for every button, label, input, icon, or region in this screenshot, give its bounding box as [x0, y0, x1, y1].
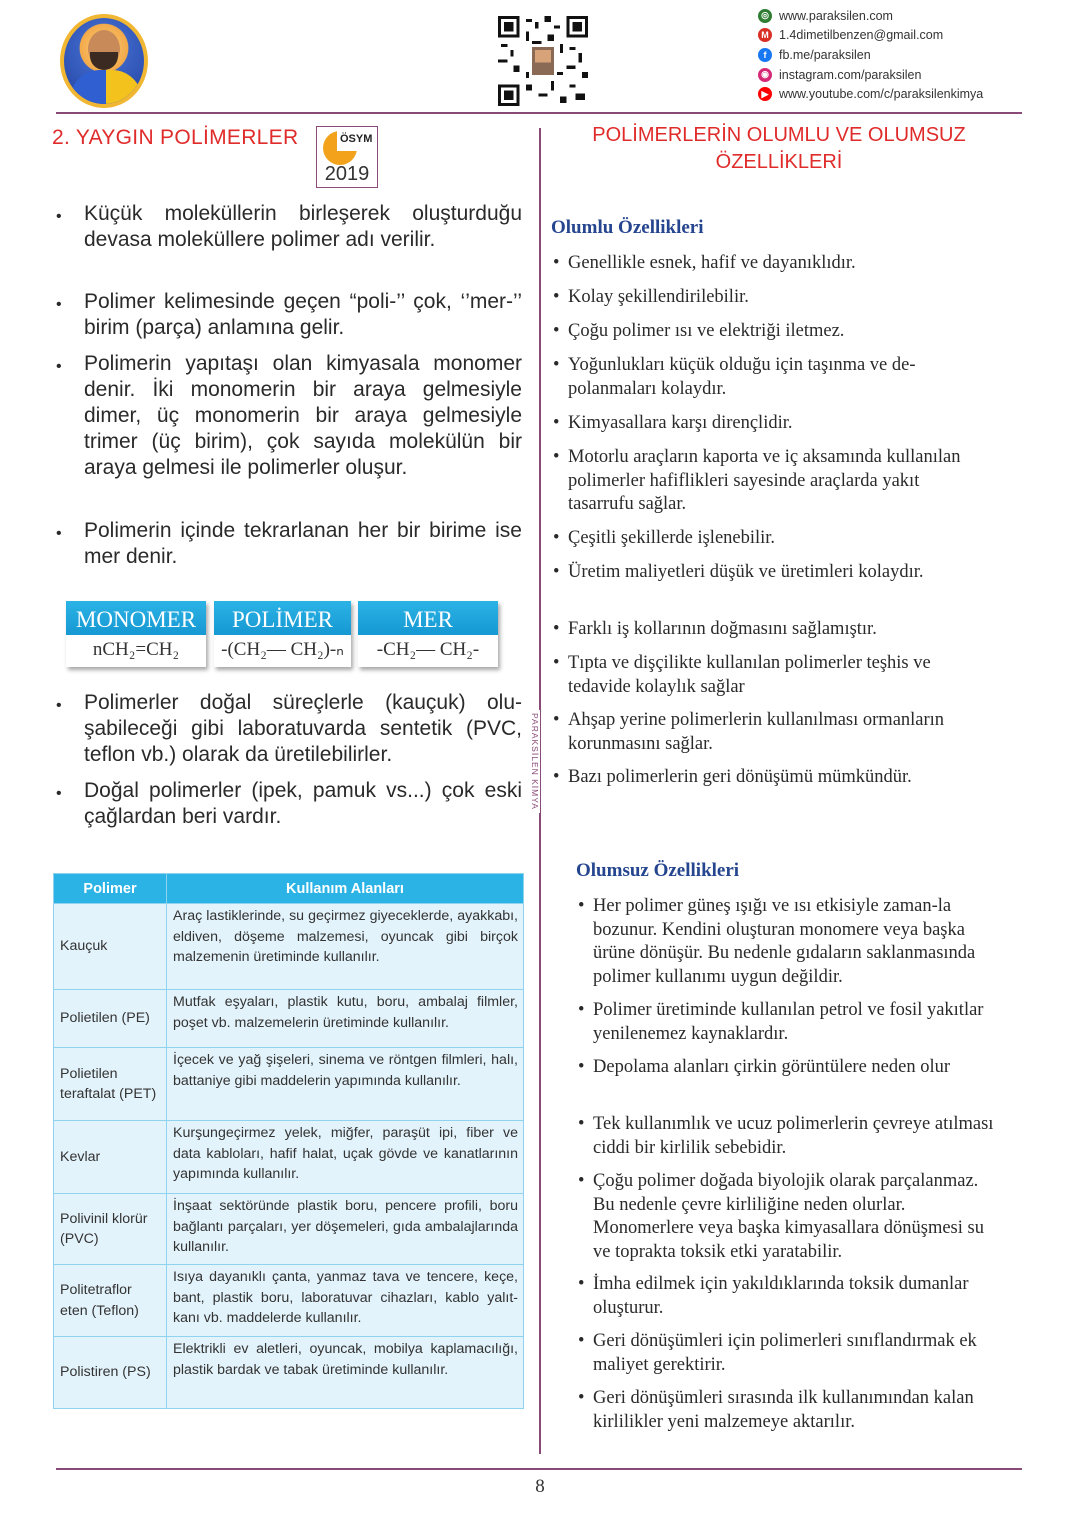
facebook-icon: f — [758, 48, 772, 62]
list-item: • İmha edilmek için yakıldıklarında toksik dumanlar oluşturur. — [578, 1273, 1000, 1320]
list-item-text: Çoğu polimer ısı ve elektriği iletmez. — [568, 321, 845, 341]
polymer-title: POLİMER — [214, 601, 351, 635]
bullet-text: Doğal polimerler (ipek, pamuk vs...) çok eski çağlardan beri vardır. — [84, 779, 522, 828]
osym-year: 2019 — [324, 163, 370, 185]
bullet-text: Polimerin içinde tekrarlanan her bir birime ise mer denir. — [84, 519, 522, 568]
section-title: 2. YAYGIN POLİMERLER — [52, 126, 299, 149]
polymer-usage: İçecek ve yağ şişeleri, sinema ve röntgen filmleri, halı, battaniye gibi maddelerin yapımında kullanılır. — [167, 1048, 524, 1121]
header-rule — [56, 112, 1022, 114]
divider-label — [525, 710, 555, 830]
polymer-name: Polietilen teraftalat (PET) — [54, 1048, 167, 1121]
monomer-formula: nCH₂=CH₂ — [92, 639, 180, 660]
negative-heading: Olumsuz Özellikleri — [576, 860, 740, 881]
youtube-icon: ▶ — [758, 87, 772, 101]
list-item: • Her polimer güneş ışığı ve ısı etkisiyle zaman-la bozunur. Kendini oluşturan monomere veya başka ürüne dönüşür. Bu nedenle gıdaların saklanmasında polimer kullanımı uygun değildir. — [578, 895, 1000, 989]
contact-item[interactable] — [758, 84, 1058, 104]
column-header-usage: Kullanım Alanları — [167, 874, 524, 904]
right-title — [556, 122, 1002, 176]
page-number: 8 — [535, 1476, 545, 1497]
list-item: • Tıpta ve dişçilikte kullanılan polimerler teşhis ve tedavide kolaylık sağlar — [553, 652, 965, 699]
bullet-item: • Polimerin yapıtaşı olan kimyasala monomer denir. İki monomerin bir araya gelmesiyle dimer, üç monomerin bir araya gelmesiyle trimer (üç birim), çok sayıda molekülün bir araya gelmesi ile polimerler oluşur. — [56, 352, 522, 479]
polymer-formula: -(CH₂— CH₂)-ₙ — [221, 639, 344, 660]
table-row — [54, 904, 524, 990]
monomer-box — [66, 601, 206, 667]
list-item-text: Tıpta ve dişçilikte kullanılan polimerler teşhis ve tedavide kolaylık sağlar — [568, 653, 931, 697]
polymer-name: Polietilen (PE) — [54, 990, 167, 1048]
bullet-text: Polimerin yapıtaşı olan kimyasala monomer denir. İki monomerin bir araya gelmesiyle dimer, üç monomerin bir araya gelmesiyle trimer (üç birim), çok sayıda molekülün bir araya gelmesi ile polimerler oluşur. — [84, 352, 522, 479]
mer-title: MER — [358, 601, 498, 635]
list-item-text: Tek kullanımlık ve ucuz polimerlerin çevreye atılması ciddi bir kirlilik sebebidir. — [593, 1114, 994, 1158]
osym-label: ÖSYM — [340, 133, 373, 145]
instagram-icon: ◉ — [758, 68, 772, 82]
list-item-text: Farklı iş kollarının doğmasını sağlamıştır. — [568, 619, 877, 639]
contact-item[interactable] — [758, 6, 1058, 26]
contact-text: www.youtube.com/c/paraksilenkimya — [779, 87, 984, 102]
list-item: • Farklı iş kollarının doğmasını sağlamıştır. — [553, 618, 965, 642]
bullet-item: • Polimerin içinde tekrarlanan her bir birime ise mer denir. — [56, 519, 522, 568]
bullet-item: • Küçük moleküllerin birleşerek oluşturduğu devasa moleküllere polimer adı verilir. — [56, 202, 522, 251]
list-item: • Ahşap yerine polimerlerin kullanılması ormanların korunmasını sağlar. — [553, 709, 965, 756]
polymer-usage: Mutfak eşyaları, plastik kutu, boru, ambalaj filmler, poşet vb. malzemelerin üretiminde kullanılır. — [167, 990, 524, 1048]
list-item: • Kolay şekillendirilebilir. — [553, 286, 965, 310]
polymer-usage: Kurşungeçirmez yelek, miğfer, paraşüt ipi, fiber ve data kabloları, hafif halat, uçak gövde ve kanatlarının yapımında kullanılır. — [167, 1121, 524, 1194]
right-title-line1: POLİMERLERİN OLUMLU VE OLUMSUZ — [592, 124, 966, 146]
table-row — [54, 1337, 524, 1409]
monomer-title: MONOMER — [66, 601, 206, 635]
list-item: • Geri dönüşümleri sırasında ilk kullanımından kalan kirlilikler yeni malzemeye aktarılır. — [578, 1387, 1000, 1434]
osym-badge — [316, 126, 378, 188]
list-item: • Çoğu polimer doğada biyolojik olarak parçalanmaz. Bu nedenle çevre kirliliğine neden olurlar. Monomerlere veya başka kimyasallara dönüşmesi su ve toprakta toksik etki yaratabilir. — [578, 1170, 1000, 1264]
gmail-icon: M — [758, 28, 772, 42]
right-title-line2: ÖZELLİKLERİ — [715, 151, 843, 173]
list-item-text: Polimer üretiminde kullanılan petrol ve fosil yakıtlar yenilenemez kaynaklardır. — [593, 1000, 984, 1044]
divider-label-text: PARAKSİLEN KİMYA — [530, 710, 540, 813]
list-item-text: İmha edilmek için yakıldıklarında toksik dumanlar oluşturur. — [593, 1274, 969, 1318]
list-item-text: Kolay şekillendirilebilir. — [568, 287, 749, 307]
list-item-text: Bazı polimerlerin geri dönüşümü mümkündür. — [568, 767, 912, 787]
polymer-name: Politetraflor eten (Teflon) — [54, 1265, 167, 1337]
contact-text: 1.4dimetilbenzen@gmail.com — [779, 28, 944, 43]
list-item-text: Ahşap yerine polimerlerin kullanılması ormanların korunmasını sağlar. — [568, 710, 945, 754]
table-row — [54, 1194, 524, 1265]
list-item: • Çeşitli şekillerde işlenebilir. — [553, 527, 965, 551]
list-item: • Depolama alanları çirkin görüntülere neden olur — [578, 1056, 1000, 1080]
polymer-usage: Isıya dayanıklı çanta, yanmaz tava ve tencere, keçe, bant, plastik boru, laboratuvar cihazları, kablo yalıt-kanı vb. maddelerde kullanılır. — [167, 1265, 524, 1337]
bullet-item: • Doğal polimerler (ipek, pamuk vs...) çok eski çağlardan beri vardır. — [56, 779, 522, 828]
list-item: • Yoğunlukları küçük olduğu için taşınma ve depolanmaları kolaydır. — [553, 354, 965, 401]
bullet-text: Küçük moleküllerin birleşerek oluşturduğu devasa moleküllere polimer adı verilir. — [84, 202, 522, 251]
list-item-text: Çeşitli şekillerde işlenebilir. — [568, 528, 776, 548]
contact-text: fb.me/paraksilen — [779, 47, 871, 62]
list-item: • Genellikle esnek, hafif ve dayanıklıdır. — [553, 252, 965, 276]
list-item-text: Depolama alanları çirkin görüntülere neden olur — [593, 1057, 951, 1077]
qr-code-graphic — [498, 16, 588, 106]
table-header-row — [54, 874, 524, 904]
list-item-text: Çoğu polimer doğada biyolojik olarak parçalanmaz. Bu nedenle çevre kirliliğine neden olurlar. Monomerlere veya başka kimyasallara dönüşmesi su ve toprakta toksik etki yaratabilir. — [593, 1171, 984, 1262]
polymer-usage: İnşaat sektöründe plastik boru, pencere profili, boru bağlantı parçaları, yer döşemeleri, gıda ambalajlarında kullanılır. — [167, 1194, 524, 1265]
list-item-text: Yoğunlukları küçük olduğu için taşınma ve depolanmaları kolaydır. — [568, 355, 916, 399]
contact-item[interactable] — [758, 26, 1058, 46]
list-item-text: Her polimer güneş ışığı ve ısı etkisiyle zaman-la bozunur. Kendini oluşturan monomere veya başka ürüne dönüşür. Bu nedenle gıdaların saklanmasında polimer kullanımı uygun değildir. — [593, 896, 976, 987]
mer-formula: -CH₂— CH₂- — [376, 639, 480, 660]
table-row — [54, 990, 524, 1048]
list-item: • Motorlu araçların kaporta ve iç aksamında kullanılan polimerler hafiflikleri sayesinde araçlarda yakıt tasarrufu sağlar. — [553, 446, 965, 517]
polymer-name: Polivinil klorür (PVC) — [54, 1194, 167, 1265]
polymer-name: Kevlar — [54, 1121, 167, 1194]
bullet-item: • Polimerler doğal süreçlerle (kauçuk) oluşabileceği gibi laboratuvarda sentetik (PVC, teflon vb.) olarak da üretilebilirler. — [56, 691, 522, 766]
contact-list — [758, 6, 1058, 104]
list-item: • Çoğu polimer ısı ve elektriği iletmez. — [553, 320, 965, 344]
bullet-text: Polimer kelimesinde geçen “poli-’’ çok, ‘’mer-’’ birim (parça) anlamına gelir. — [84, 290, 522, 339]
author-avatar — [60, 14, 148, 108]
contact-text: www.paraksilen.com — [779, 8, 893, 23]
avatar-shirt-accent — [106, 70, 142, 108]
contact-text: instagram.com/paraksilen — [779, 67, 922, 82]
qr-code[interactable] — [498, 16, 588, 106]
list-item-text: Geri dönüşümleri için polimerleri sınıflandırmak ek maliyet gerektirir. — [593, 1331, 977, 1375]
table-row — [54, 1048, 524, 1121]
list-item: • Üretim maliyetleri düşük ve üretimleri kolaydır. — [553, 561, 965, 585]
list-item: • Kimyasallara karşı dirençlidir. — [553, 412, 965, 436]
table-row — [54, 1265, 524, 1337]
contact-item[interactable] — [758, 45, 1058, 65]
mer-box — [358, 601, 498, 667]
list-item-text: Üretim maliyetleri düşük ve üretimleri kolaydır. — [568, 562, 924, 582]
footer-rule — [56, 1468, 1022, 1470]
bullet-text: Polimerler doğal süreçlerle (kauçuk) oluşabileceği gibi laboratuvarda sentetik (PVC, teflon vb.) olarak da üretilebilirler. — [84, 691, 522, 766]
contact-item[interactable] — [758, 65, 1058, 85]
column-header-polymer: Polimer — [54, 874, 167, 904]
list-item: • Bazı polimerlerin geri dönüşümü mümkündür. — [553, 766, 965, 790]
polymer-usage: Araç lastiklerinde, su geçirmez giyeceklerde, ayakkabı, eldiven, döşeme malzemesi, oyuncak gibi birçok malzemenin üretiminde kullanılır. — [167, 904, 524, 990]
bullet-item: • Polimer kelimesinde geçen “poli-’’ çok, ‘’mer-’’ birim (parça) anlamına gelir. — [56, 290, 522, 339]
list-item: • Polimer üretiminde kullanılan petrol ve fosil yakıtlar yenilenemez kaynaklardır. — [578, 999, 1000, 1046]
list-item-text: Geri dönüşümleri sırasında ilk kullanımından kalan kirlilikler yeni malzemeye aktarılır. — [593, 1388, 974, 1432]
table-row — [54, 1121, 524, 1194]
list-item: • Tek kullanımlık ve ucuz polimerlerin çevreye atılması ciddi bir kirlilik sebebidir. — [578, 1113, 1000, 1160]
positive-heading: Olumlu Özellikleri — [551, 217, 704, 238]
list-item: • Geri dönüşümleri için polimerleri sınıflandırmak ek maliyet gerektirir. — [578, 1330, 1000, 1377]
avatar-beard — [90, 52, 118, 70]
polymer-usage-table — [53, 873, 524, 1409]
polymer-name: Polistiren (PS) — [54, 1337, 167, 1409]
list-item-text: Motorlu araçların kaporta ve iç aksamında kullanılan polimerler hafiflikleri sayesinde araçlarda yakıt tasarrufu sağlar. — [568, 447, 961, 514]
list-item-text: Genellikle esnek, hafif ve dayanıklıdır. — [568, 253, 856, 273]
polymer-usage: Elektrikli ev aletleri, oyuncak, mobilya kaplamacılığı, plastik bardak ve tabak üretiminde kullanılır. — [167, 1337, 524, 1409]
polymer-name: Kauçuk — [54, 904, 167, 990]
list-item-text: Kimyasallara karşı dirençlidir. — [568, 413, 793, 433]
web-icon: ◎ — [758, 9, 772, 23]
polymer-box — [214, 601, 351, 667]
